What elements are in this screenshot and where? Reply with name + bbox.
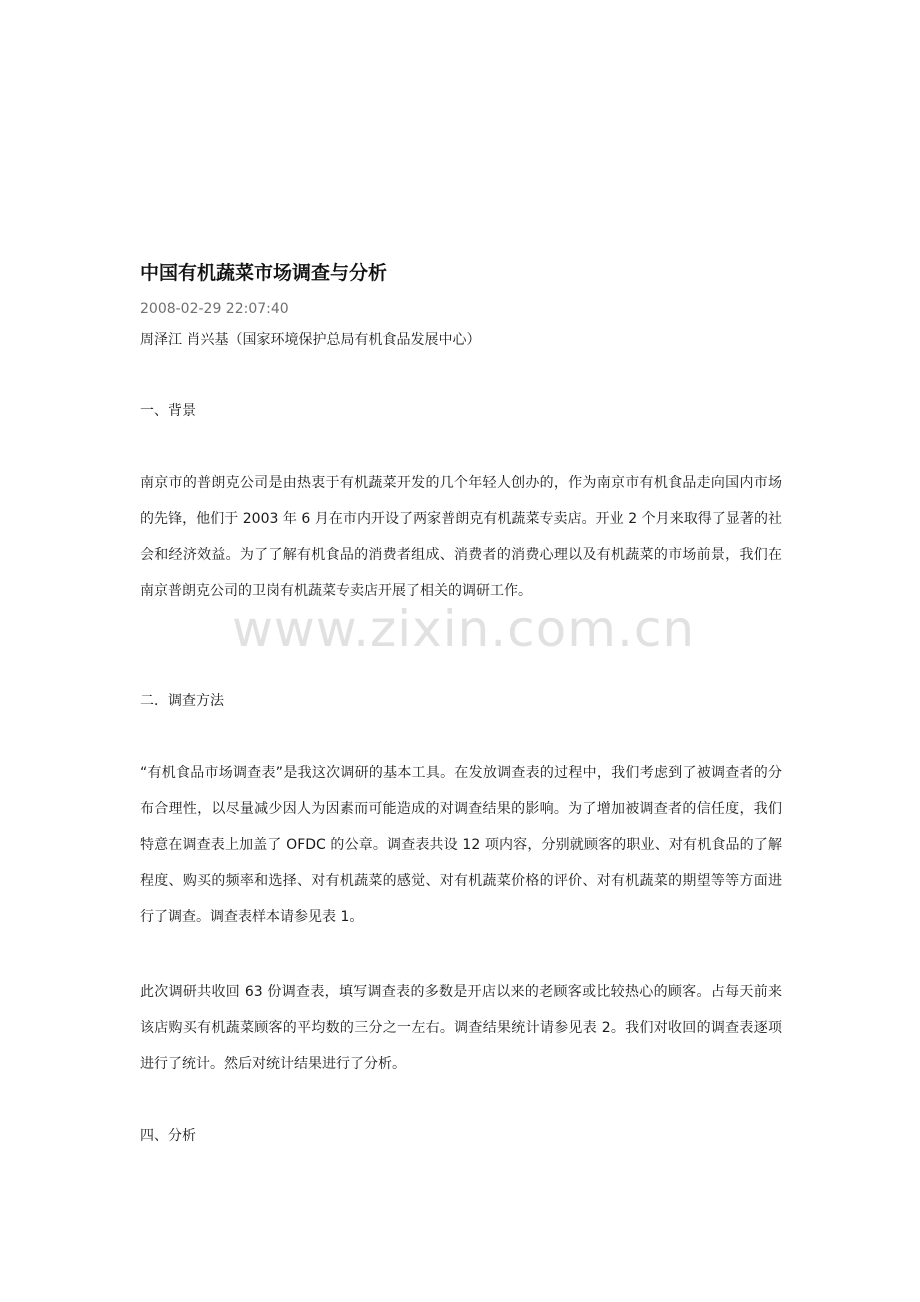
paragraph-method-1: “有机食品市场调查表”是我这次调研的基本工具。在发放调查表的过程中，我们考虑到了被调查者的分布合理性，以尽量减少因人为因素而可能造成的对调查结果的影响。为了增加被调查者的信任度，我们特意在调查表上加盖了 OFDC 的公章。调查表共设 12 项内容，分别就顾客的职业、对有机食品的了解程度、购买的频率和选择、对有机蔬菜的感觉、对有机蔬菜价格的评价、对有机蔬菜的期望等等方面进行了调查。调查表样本请参见表 1。 [140, 765, 782, 925]
article-date: 2008-02-29 22:07:40 [140, 301, 289, 317]
watermark: www.zixin.com.cn [232, 600, 696, 658]
paragraph-background: 南京市的普朗克公司是由热衷于有机蔬菜开发的几个年轻人创办的，作为南京市有机食品走向国内市场的先锋，他们于 2003 年 6 月在市内开设了两家普朗克有机蔬菜专卖店。开业 2 个月来取得了显著的社会和经济效益。为了了解有机食品的消费者组成、消费者的消费心理以及有机蔬菜的市场前景，我们在南京普朗克公司的卫岗有机蔬菜专卖店开展了相关的调研工作。 [140, 475, 782, 599]
section-heading-analysis: 四、分析 [140, 1128, 196, 1144]
section-heading-background: 一、背景 [140, 403, 196, 419]
article-authors: 周泽江 肖兴基（国家环境保护总局有机食品发展中心） [140, 332, 481, 348]
article-title: 中国有机蔬菜市场调查与分析 [140, 262, 388, 284]
paragraph-method-2: 此次调研共收回 63 份调查表，填写调查表的多数是开店以来的老顾客或比较热心的顾客。占每天前来该店购买有机蔬菜顾客的平均数的三分之一左右。调查结果统计请参见表 2。我们对收回的调查表逐项进行了统计。然后对统计结果进行了分析。 [140, 984, 782, 1072]
section-heading-method: 二．调查方法 [140, 693, 224, 709]
